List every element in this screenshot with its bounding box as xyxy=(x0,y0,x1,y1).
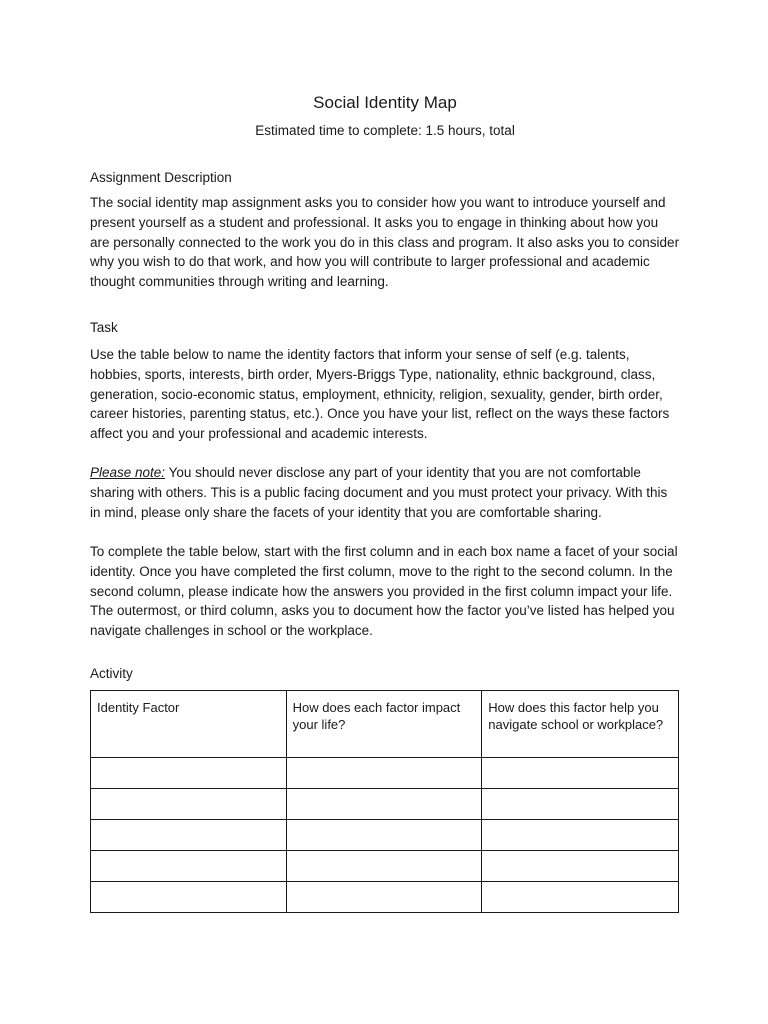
table-cell[interactable] xyxy=(91,820,287,851)
table-cell[interactable] xyxy=(286,758,482,789)
table-header-row xyxy=(91,691,679,758)
table-cell[interactable] xyxy=(91,882,287,913)
page-title: Social Identity Map xyxy=(313,93,457,112)
table-cell[interactable] xyxy=(482,820,679,851)
table-row xyxy=(91,851,679,882)
description-heading: Assignment Description xyxy=(90,170,232,185)
page-subtitle: Estimated time to complete: 1.5 hours, total xyxy=(255,123,515,138)
note-paragraph xyxy=(90,463,680,522)
instructions-text: To complete the table below, start with the first column and in each box name a facet of your social identity. Once you have completed the first column, move to the right to the second column. In the second column, please indicate how the answers you provided in the first column impact your life. The outermost, or third column, asks you to document how the factor you’ve listed has helped you navigate challenges in school or the workplace. xyxy=(90,544,678,639)
table-cell[interactable] xyxy=(482,789,679,820)
table-cell[interactable] xyxy=(286,820,482,851)
table-cell[interactable] xyxy=(286,789,482,820)
note-text: You should never disclose any part of your identity that you are not comfortable sharing with others. This is a public facing document and you must protect your privacy. With this in mind, please only share the facets of your identity that you are comfortable sharing. xyxy=(90,465,668,520)
table-header-identity-factor: Identity Factor xyxy=(91,691,287,758)
table-cell[interactable] xyxy=(482,882,679,913)
table-cell[interactable] xyxy=(286,882,482,913)
table-cell[interactable] xyxy=(91,851,287,882)
table-cell[interactable] xyxy=(286,851,482,882)
table-header-impact: How does each factor impact your life? xyxy=(286,691,482,758)
table-cell[interactable] xyxy=(482,758,679,789)
table-row xyxy=(91,789,679,820)
table-cell[interactable] xyxy=(482,851,679,882)
identity-table xyxy=(90,690,679,913)
note-label: Please note: xyxy=(90,465,166,480)
table-cell[interactable] xyxy=(91,758,287,789)
table-row xyxy=(91,820,679,851)
activity-heading: Activity xyxy=(90,666,133,681)
task-heading: Task xyxy=(90,320,118,335)
table-cell[interactable] xyxy=(91,789,287,820)
description-text: The social identity map assignment asks you to consider how you want to introduce yourself and present yourself as a student and professional. It asks you to engage in thinking about how you are personally connected to the work you do in this class and program. It also asks you to consider why you wish to do that work, and how you will contribute to larger professional and academic thought communities through writing and learning. xyxy=(90,195,680,290)
task-text: Use the table below to name the identity factors that inform your sense of self (e.g. talents, hobbies, sports, interests, birth order, Myers-Briggs Type, nationality, ethnic background, class, generation, socio-economic status, employment, ethnicity, religion, sexuality, gender, birth order, career histories, parenting status, etc.). Once you have your list, reflect on the ways these factors affect you and your professional and academic interests. xyxy=(90,347,670,442)
table-header-navigate: How does this factor help you navigate school or workplace? xyxy=(482,691,679,758)
table-row xyxy=(91,758,679,789)
table-row xyxy=(91,882,679,913)
